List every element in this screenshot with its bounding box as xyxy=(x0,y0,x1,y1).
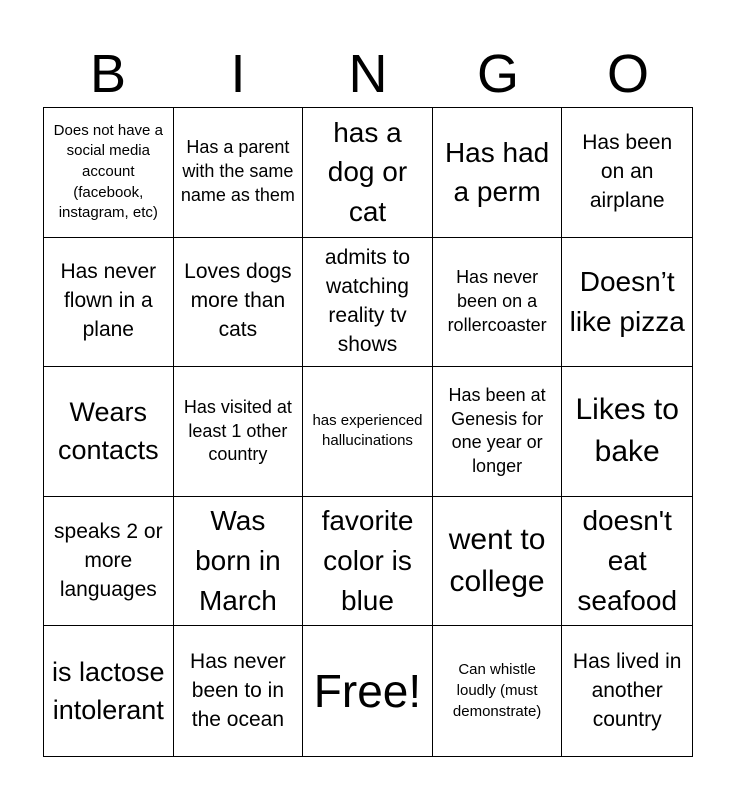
bingo-cell[interactable] xyxy=(433,108,563,238)
bingo-cell[interactable] xyxy=(44,238,174,368)
header-letter-b: B xyxy=(89,44,127,104)
free-space-cell[interactable] xyxy=(303,626,433,756)
bingo-cell[interactable] xyxy=(562,367,692,497)
bingo-cell[interactable] xyxy=(433,367,563,497)
cell-text: Has lived in another country xyxy=(572,649,682,731)
bingo-cell[interactable] xyxy=(174,497,304,627)
cell-text: Has been on an airplane xyxy=(582,130,673,212)
cell-text: Can whistle loudly (must demonstrate) xyxy=(452,661,542,720)
bingo-header xyxy=(43,40,693,108)
cell-text: Has been at Genesis for one year or longer xyxy=(448,384,546,477)
cell-text: went to college xyxy=(448,522,546,599)
bingo-cell[interactable] xyxy=(562,238,692,368)
free-space-text: Free! xyxy=(313,664,422,717)
header-letter-o: O xyxy=(606,44,649,104)
bingo-cell[interactable] xyxy=(44,108,174,238)
bingo-cell[interactable] xyxy=(303,367,433,497)
bingo-cell[interactable] xyxy=(433,238,563,368)
cell-text: Has never been on a rollercoaster xyxy=(447,266,547,335)
bingo-cell[interactable] xyxy=(562,497,692,627)
cell-text: is lactose intolerant xyxy=(52,656,165,726)
bingo-cell[interactable] xyxy=(44,367,174,497)
cell-text: Does not have a social media account (facebook, instagram, etc) xyxy=(53,121,163,222)
bingo-cell[interactable] xyxy=(433,497,563,627)
bingo-cell[interactable] xyxy=(174,367,304,497)
bingo-cell[interactable] xyxy=(44,626,174,756)
bingo-cell[interactable] xyxy=(303,497,433,627)
cell-text: admits to watching reality tv shows xyxy=(324,245,411,356)
cell-text: favorite color is blue xyxy=(321,505,414,616)
cell-text: Has never been to in the ocean xyxy=(190,649,286,731)
cell-text: Has never flown in a plane xyxy=(60,260,157,342)
bingo-cell[interactable] xyxy=(303,108,433,238)
header-letter-n: N xyxy=(348,44,388,104)
cell-text: Likes to bake xyxy=(575,392,679,469)
bingo-cell[interactable] xyxy=(562,108,692,238)
cell-text: Was born in March xyxy=(195,505,281,616)
bingo-cell[interactable] xyxy=(174,626,304,756)
cell-text: speaks 2 or more languages xyxy=(54,519,163,601)
cell-text: has a dog or cat xyxy=(327,116,408,228)
cell-text: Has a parent with the same name as them xyxy=(180,137,295,206)
header-letter-g: G xyxy=(476,44,519,104)
cell-text: Doesn’t like pizza xyxy=(569,266,685,337)
cell-text: Loves dogs more than cats xyxy=(184,260,292,342)
bingo-cell[interactable] xyxy=(303,238,433,368)
cell-text: doesn't eat seafood xyxy=(577,505,678,616)
cell-text: has experienced hallucinations xyxy=(312,411,423,450)
cell-text: Has visited at least 1 other country xyxy=(183,396,292,465)
cell-text: Wears contacts xyxy=(58,397,159,466)
cell-text: Has had a perm xyxy=(444,136,550,208)
bingo-board xyxy=(43,107,693,757)
header-letter-i: I xyxy=(230,44,246,104)
bingo-cell[interactable] xyxy=(562,626,692,756)
bingo-cell[interactable] xyxy=(433,626,563,756)
bingo-cell[interactable] xyxy=(174,238,304,368)
bingo-cell[interactable] xyxy=(174,108,304,238)
bingo-cell[interactable] xyxy=(44,497,174,627)
